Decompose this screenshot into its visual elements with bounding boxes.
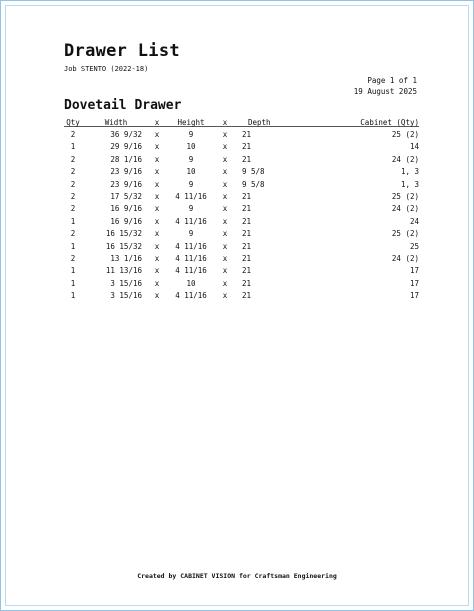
cell-x1: x: [154, 191, 160, 201]
page-number: Page 1 of 1: [367, 76, 417, 85]
cell-height: 9: [188, 204, 194, 214]
table-row: [64, 155, 419, 167]
cell-depth: 9 5/8: [242, 179, 265, 189]
cell-depth: 21: [242, 130, 252, 139]
cell-height: 10: [186, 278, 196, 288]
cell-qty: 1: [70, 266, 76, 276]
cell-qty: 2: [70, 191, 76, 201]
cell-x2: x: [222, 291, 228, 301]
cell-depth: 21: [242, 154, 252, 164]
cell-width: 13 1/16: [110, 253, 142, 263]
cell-cabinet: 25 (2): [391, 229, 419, 239]
cell-x2: x: [222, 130, 228, 139]
cell-depth: 21: [242, 191, 252, 201]
cell-cabinet: 25 (2): [391, 130, 419, 139]
cell-qty: 2: [70, 179, 76, 189]
cell-height: 4 11/16: [175, 253, 207, 263]
cell-x2: x: [222, 216, 228, 226]
header-depth: Depth: [248, 118, 271, 127]
table-row: [64, 204, 419, 216]
cell-x1: x: [154, 278, 160, 288]
cell-x2: x: [222, 229, 228, 239]
header-x2: x: [222, 118, 228, 127]
cell-cabinet: 24 (2): [391, 204, 419, 214]
cell-x1: x: [154, 229, 160, 239]
table-row: [64, 217, 419, 229]
cell-x1: x: [154, 179, 160, 189]
header-x1: x: [154, 118, 160, 127]
cell-depth: 21: [242, 253, 252, 263]
cell-x1: x: [154, 266, 160, 276]
cell-qty: 1: [70, 278, 76, 288]
table-row: [64, 229, 419, 241]
cell-width: 23 9/16: [110, 167, 142, 177]
table-row: [64, 242, 419, 254]
cell-width: 16 15/32: [105, 229, 142, 239]
cell-x1: x: [154, 253, 160, 263]
cell-width: 23 9/16: [110, 179, 142, 189]
cell-cabinet: 25: [409, 241, 419, 251]
cell-width: 16 9/16: [110, 204, 142, 214]
table-row: [64, 192, 419, 204]
cell-cabinet: 1, 3: [400, 179, 419, 189]
cell-x2: x: [222, 278, 228, 288]
cell-height: 10: [186, 142, 196, 152]
cell-depth: 21: [242, 216, 252, 226]
cell-x2: x: [222, 167, 228, 177]
report-date: 19 August 2025: [353, 87, 417, 96]
cell-x1: x: [154, 142, 160, 152]
cell-x1: x: [154, 216, 160, 226]
cell-height: 9: [188, 229, 194, 239]
table-row: [64, 279, 419, 291]
cell-depth: 21: [242, 204, 252, 214]
section-title: Dovetail Drawer: [64, 98, 182, 113]
cell-cabinet: 17: [409, 291, 419, 301]
cell-x2: x: [222, 204, 228, 214]
cell-cabinet: 24 (2): [391, 154, 419, 164]
cell-qty: 1: [70, 142, 76, 152]
job-name: Job STENTO (2022-18): [64, 65, 149, 73]
table-row: [64, 180, 419, 192]
drawer-table: [64, 118, 419, 303]
cell-x1: x: [154, 241, 160, 251]
cell-width: 29 9/16: [110, 142, 142, 152]
cell-cabinet: 17: [409, 266, 419, 276]
cell-qty: 1: [70, 216, 76, 226]
cell-x2: x: [222, 241, 228, 251]
header-qty: Qty: [66, 118, 80, 127]
cell-x1: x: [154, 154, 160, 164]
cell-cabinet: 14: [409, 142, 419, 152]
cell-depth: 21: [242, 266, 252, 276]
cell-width: 17 5/32: [110, 191, 142, 201]
header-width: Width: [104, 118, 128, 127]
cell-x2: x: [222, 179, 228, 189]
cell-height: 4 11/16: [175, 291, 207, 301]
table-header: [64, 118, 419, 127]
cell-qty: 2: [70, 204, 76, 214]
table-row: [64, 291, 419, 303]
cell-x2: x: [222, 142, 228, 152]
cell-width: 11 13/16: [105, 266, 142, 276]
report-footer: Created by CABINET VISION for Craftsman Engineering: [137, 572, 337, 580]
cell-cabinet: 1, 3: [400, 167, 419, 177]
table-row: [64, 254, 419, 266]
cell-cabinet: 24: [409, 216, 419, 226]
cell-width: 36 9/32: [110, 130, 142, 139]
cell-height: 4 11/16: [175, 241, 207, 251]
cell-width: 16 9/16: [110, 216, 142, 226]
cell-height: 4 11/16: [175, 266, 207, 276]
cell-x2: x: [222, 191, 228, 201]
report-page: [5, 5, 469, 606]
table-row: [64, 167, 419, 179]
cell-width: 3 15/16: [110, 291, 142, 301]
cell-depth: 21: [242, 278, 252, 288]
header-height: Height: [177, 118, 205, 127]
table-row: [64, 142, 419, 154]
cell-cabinet: 17: [409, 278, 419, 288]
cell-qty: 1: [70, 291, 76, 301]
cell-height: 9: [188, 130, 194, 139]
table-row: [64, 130, 419, 142]
cell-x2: x: [222, 154, 228, 164]
table-row: [64, 266, 419, 278]
cell-qty: 2: [70, 167, 76, 177]
cell-height: 10: [186, 167, 196, 177]
cell-qty: 1: [70, 241, 76, 251]
cell-qty: 2: [70, 130, 76, 139]
cell-depth: 21: [242, 142, 252, 152]
report-title: Drawer List: [64, 41, 180, 61]
cell-height: 4 11/16: [175, 191, 207, 201]
cell-width: 16 15/32: [105, 241, 142, 251]
cell-height: 9: [188, 179, 194, 189]
table-body: [64, 130, 419, 303]
cell-qty: 2: [70, 229, 76, 239]
cell-height: 9: [188, 154, 194, 164]
cell-depth: 21: [242, 241, 252, 251]
cell-qty: 2: [70, 154, 76, 164]
cell-depth: 21: [242, 291, 252, 301]
cell-height: 4 11/16: [175, 216, 207, 226]
cell-qty: 2: [70, 253, 76, 263]
page-info: [354, 75, 417, 97]
header-cabinet: Cabinet (Qty): [360, 118, 419, 127]
cell-cabinet: 24 (2): [391, 253, 419, 263]
cell-x1: x: [154, 204, 160, 214]
cell-cabinet: 25 (2): [391, 191, 419, 201]
cell-x1: x: [154, 167, 160, 177]
cell-x2: x: [222, 253, 228, 263]
cell-x1: x: [154, 291, 160, 301]
cell-x2: x: [222, 266, 228, 276]
cell-depth: 21: [242, 229, 252, 239]
cell-x1: x: [154, 130, 160, 139]
cell-width: 28 1/16: [110, 154, 142, 164]
cell-depth: 9 5/8: [242, 167, 265, 177]
cell-width: 3 15/16: [110, 278, 142, 288]
